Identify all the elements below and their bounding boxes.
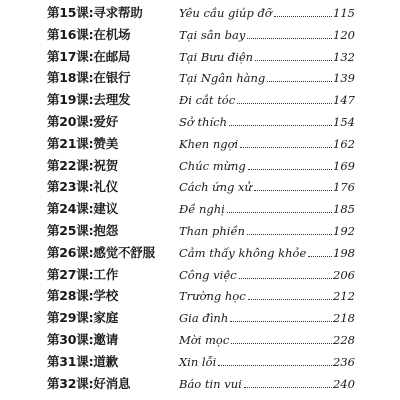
page-number: 162 [333,136,355,151]
lesson-label [47,354,118,370]
toc-entry [179,92,355,108]
lesson-number: 第20课: [47,114,94,129]
page-number: 228 [333,333,355,347]
toc-entry [179,179,355,195]
lesson-number: 第21课: [47,135,94,151]
dot-leader [248,168,332,170]
page-number: 236 [333,354,355,369]
lesson-number: 第15课: [47,5,94,20]
lesson-title-chinese: 家庭 [93,310,119,326]
lesson-number: 第17课: [47,48,94,64]
page-number: 206 [333,267,355,282]
lesson-title-chinese: 在机场 [93,26,131,42]
lesson-number: 第24课: [47,201,94,217]
dot-leader [237,102,332,104]
toc-entry [179,5,355,21]
toc-row[interactable] [0,112,400,134]
lesson-label [47,267,118,283]
toc-row[interactable] [0,25,400,47]
toc-entry [179,332,355,348]
dot-leader [247,37,332,39]
toc-entry [179,376,355,392]
lesson-title-chinese: 道歉 [93,353,119,369]
lesson-title-vietnamese: Công việc [179,267,237,282]
lesson-title-chinese: 爱好 [93,114,119,129]
page-number: 115 [333,6,355,20]
toc-entry [179,310,355,326]
toc-entry [179,288,355,304]
lesson-title-vietnamese: Xin lỗi [179,354,217,369]
page-number: 218 [333,311,355,326]
toc-row[interactable] [0,156,400,178]
lesson-label [47,114,118,130]
lesson-title-vietnamese: Chúc mừng [179,158,246,173]
lesson-title-chinese: 寻求帮助 [93,5,143,20]
toc-row[interactable] [0,177,400,199]
dot-leader [244,386,332,388]
dot-leader [229,124,332,126]
toc-row[interactable] [0,134,400,156]
lesson-number: 第16课: [47,26,94,42]
toc-row[interactable] [0,374,400,396]
lesson-title-chinese: 礼仪 [93,179,119,195]
lesson-label [47,245,155,261]
lesson-label [47,201,118,217]
page-number: 212 [333,289,355,304]
lesson-label [47,376,130,392]
lesson-title-vietnamese: Sở thích [179,115,228,129]
dot-leader [248,298,332,300]
lesson-number: 第19课: [47,92,94,108]
lesson-title-chinese: 好消息 [93,375,131,391]
lesson-title-chinese: 学校 [93,288,119,304]
page-number: 132 [333,49,355,64]
lesson-title-chinese: 去理发 [93,92,131,108]
toc-row[interactable] [0,330,400,352]
lesson-number: 第27课: [47,266,94,282]
toc-row[interactable] [0,68,400,90]
lesson-label [47,288,118,304]
toc-entry [179,223,355,239]
toc-entry [179,245,355,261]
lesson-label [47,5,143,21]
lesson-number: 第31课: [47,353,94,369]
lesson-title-vietnamese: Đề nghị [179,202,225,217]
lesson-title-vietnamese: Cách ứng xử [179,180,252,195]
page-number: 169 [333,158,355,173]
lesson-title-vietnamese: Mời mọc [179,333,230,347]
toc-entry [179,136,355,152]
lesson-title-chinese: 抱怨 [93,223,119,238]
dot-leader [231,342,332,344]
lesson-label [47,158,118,174]
lesson-title-vietnamese: Tại sân bay [179,27,246,42]
lesson-number: 第23课: [47,179,94,195]
dot-leader [247,233,332,235]
lesson-title-chinese: 感觉不舒服 [93,244,155,260]
dot-leader [254,189,332,191]
dot-leader [230,320,332,322]
toc-entry [179,49,355,65]
lesson-number: 第28课: [47,288,94,304]
lesson-number: 第25课: [47,223,94,238]
dot-leader [255,59,332,61]
lesson-title-vietnamese: Tại Ngân hàng [179,71,266,86]
toc-entry [179,267,355,283]
dot-leader [227,211,332,213]
page-number: 240 [333,376,355,391]
toc-entry [179,354,355,370]
toc-row[interactable] [0,3,400,25]
lesson-label [47,49,130,65]
lesson-title-vietnamese: Khen ngợi [179,136,239,151]
dot-leader [308,255,332,257]
dot-leader [240,146,332,148]
page-number: 192 [333,224,355,238]
toc-row[interactable] [0,265,400,287]
toc-row[interactable] [0,90,400,112]
toc-row[interactable] [0,286,400,308]
lesson-title-vietnamese: Đi cắt tóc [179,93,236,108]
lesson-label [47,136,118,152]
lesson-title-chinese: 祝贺 [93,157,119,173]
lesson-label [47,179,118,195]
lesson-title-chinese: 在银行 [93,70,131,86]
toc-row[interactable] [0,199,400,221]
lesson-title-vietnamese: Than phiền [179,224,245,238]
page-number: 185 [333,202,355,217]
lesson-label [47,223,118,239]
dot-leader [267,80,332,82]
lesson-number: 第18课: [47,70,94,86]
toc-entry [179,158,355,174]
lesson-label [47,92,130,108]
lesson-label [47,70,130,86]
toc-row[interactable] [0,352,400,374]
lesson-title-vietnamese: Báo tin vui [179,376,242,391]
lesson-number: 第30课: [47,332,94,347]
toc-entry [179,201,355,217]
toc-row[interactable] [0,47,400,69]
lesson-title-chinese: 建议 [93,201,119,217]
dot-leader [218,364,332,366]
lesson-number: 第26课: [47,244,94,260]
page-number: 198 [333,245,355,260]
lesson-label [47,27,130,43]
page-number: 147 [333,93,355,108]
lesson-title-chinese: 工作 [93,266,119,282]
dot-leader [239,277,332,279]
toc-row[interactable] [0,308,400,330]
dot-leader [274,15,332,17]
lesson-title-chinese: 邀请 [93,332,119,347]
page-number: 176 [333,180,355,195]
lesson-title-chinese: 在邮局 [93,48,131,64]
lesson-title-vietnamese: Gia đình [179,311,229,326]
toc-row[interactable] [0,243,400,265]
toc-entry [179,27,355,43]
lesson-title-vietnamese: Cảm thấy không khỏe [179,245,307,260]
lesson-number: 第22课: [47,157,94,173]
lesson-number: 第32课: [47,375,94,391]
toc-entry [179,70,355,86]
toc-entry [179,114,355,130]
lesson-label [47,332,118,348]
lesson-title-vietnamese: Yêu cầu giúp đỡ [179,6,272,20]
page-number: 154 [333,115,355,129]
lesson-title-vietnamese: Trường học [179,289,246,304]
lesson-title-chinese: 赞美 [93,135,119,151]
lesson-label [47,310,118,326]
toc-row[interactable] [0,221,400,243]
lesson-number: 第29课: [47,310,94,326]
page-number: 120 [333,27,355,42]
lesson-title-vietnamese: Tại Bưu điện [179,49,254,64]
page-number: 139 [333,71,355,86]
